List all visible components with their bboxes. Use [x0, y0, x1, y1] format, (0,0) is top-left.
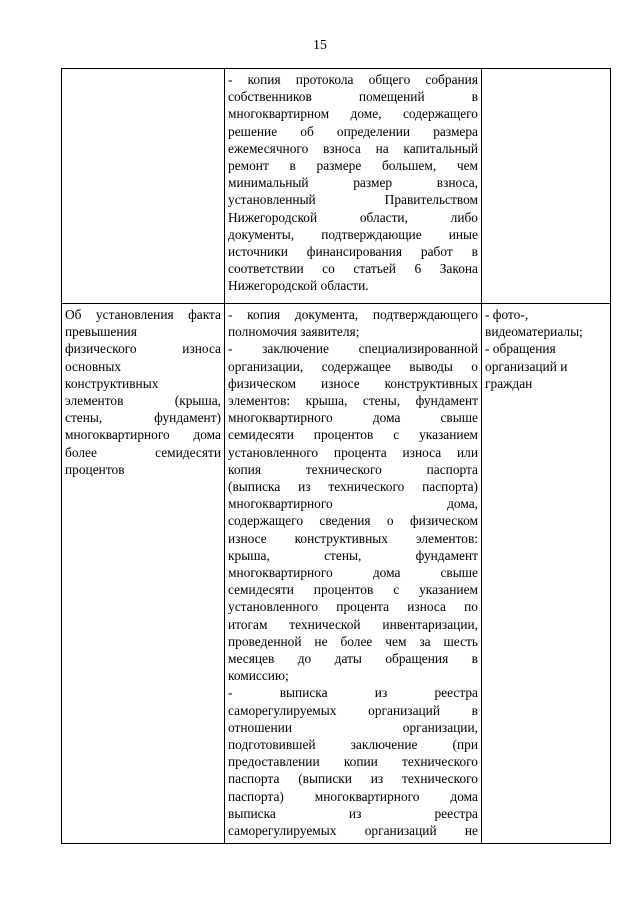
text-line: крыша, стены, фундамент: [228, 547, 478, 563]
text-line: итогам технической инвентаризации,: [228, 616, 478, 632]
text-line: многоквартирного дома: [65, 427, 221, 443]
text-line: минимальный размер взноса,: [228, 175, 478, 191]
text-line: физическом износе конструктивных: [228, 375, 478, 391]
additional-materials-text: [485, 306, 607, 392]
text-line: организации, содержащее выводы о: [228, 358, 478, 374]
table-cell-documents: [225, 69, 482, 304]
text-line: Нижегородской области, либо: [228, 209, 478, 225]
text-line: комиссию;: [228, 668, 289, 684]
text-line: паспорта) многоквартирного дома: [228, 788, 478, 804]
text-line: отношении организации,: [228, 719, 478, 735]
text-line: месяцев до даты обращения в: [228, 651, 478, 667]
text-line: источники финансирования работ в: [228, 244, 478, 260]
text-line: многоквартирного дома свыше: [228, 410, 478, 426]
text-line: Об установления факта: [65, 307, 221, 322]
text-line: многоквартирном доме, содержащего: [228, 106, 478, 122]
text-line: установленный Правительством: [228, 192, 478, 208]
text-line: ежемесячного взноса на капитальный: [228, 140, 478, 156]
text-line: граждан: [485, 375, 533, 391]
text-line: превышения: [65, 324, 137, 340]
text-line: саморегулируемых организаций не: [228, 823, 478, 839]
text-line: документы, подтверждающие иные: [228, 226, 478, 242]
text-line: стены, фундамент): [65, 410, 221, 426]
text-line: - фото-,: [485, 307, 529, 322]
table-cell-additional: [482, 304, 611, 844]
text-line: установленного процента износа или: [228, 444, 478, 460]
text-line: полномочия заявителя;: [228, 324, 360, 340]
text-line: семидесяти процентов с указанием: [228, 582, 478, 598]
grounds-text: [65, 306, 221, 478]
text-line: предоставлении копии технического: [228, 754, 478, 770]
table-row: [62, 304, 611, 844]
text-line: (выписка из технического паспорта): [228, 479, 478, 495]
table-cell-grounds-empty: [62, 69, 225, 304]
document-table: [61, 68, 611, 844]
documents-text: [228, 71, 478, 295]
text-line: - заключение специализированной: [228, 341, 478, 357]
page-number: 15: [313, 38, 327, 53]
text-line: установленного процента износа по: [228, 599, 478, 615]
text-line: физического износа: [65, 341, 221, 357]
text-line: - выписка из реестра: [228, 685, 478, 701]
text-line: выписка из реестра: [228, 805, 478, 821]
table-cell-grounds: [62, 304, 225, 844]
text-line: более семидесяти: [65, 444, 221, 460]
text-line: элементов (крыша,: [65, 393, 221, 409]
text-line: подготовившей заключение (при: [228, 737, 478, 753]
text-line: решение об определении размера: [228, 123, 478, 139]
text-line: многоквартирного дома,: [228, 496, 478, 512]
text-line: основных: [65, 358, 122, 374]
text-line: - обращения: [485, 341, 556, 357]
text-line: многоквартирного дома свыше: [228, 565, 478, 581]
text-line: содержащего сведения о физическом: [228, 513, 478, 529]
text-line: копия технического паспорта: [228, 461, 478, 477]
text-line: конструктивных: [65, 375, 159, 391]
text-line: собственников помещений в: [228, 89, 478, 105]
table-cell-documents: [225, 304, 482, 844]
text-line: видеоматериалы;: [485, 324, 583, 340]
text-line: семидесяти процентов с указанием: [228, 427, 478, 443]
documents-text: [228, 306, 478, 839]
text-line: паспорта (выписки из технического: [228, 771, 478, 787]
text-line: саморегулируемых организаций в: [228, 702, 478, 718]
text-line: - копия документа, подтверждающего: [228, 307, 478, 322]
text-line: износе конструктивных элементов:: [228, 530, 478, 546]
text-line: проведенной не более чем за шесть: [228, 633, 478, 649]
table-row: [62, 69, 611, 304]
text-line: процентов: [65, 461, 125, 477]
text-line: Нижегородской области.: [228, 278, 369, 294]
text-line: - копия протокола общего собрания: [228, 72, 478, 87]
table-cell-additional-empty: [482, 69, 611, 304]
text-line: соответствии со статьей 6 Закона: [228, 261, 478, 277]
text-line: элементов: крыша, стены, фундамент: [228, 393, 478, 409]
text-line: организаций и: [485, 358, 568, 374]
text-line: ремонт в размере большем, чем: [228, 158, 478, 174]
